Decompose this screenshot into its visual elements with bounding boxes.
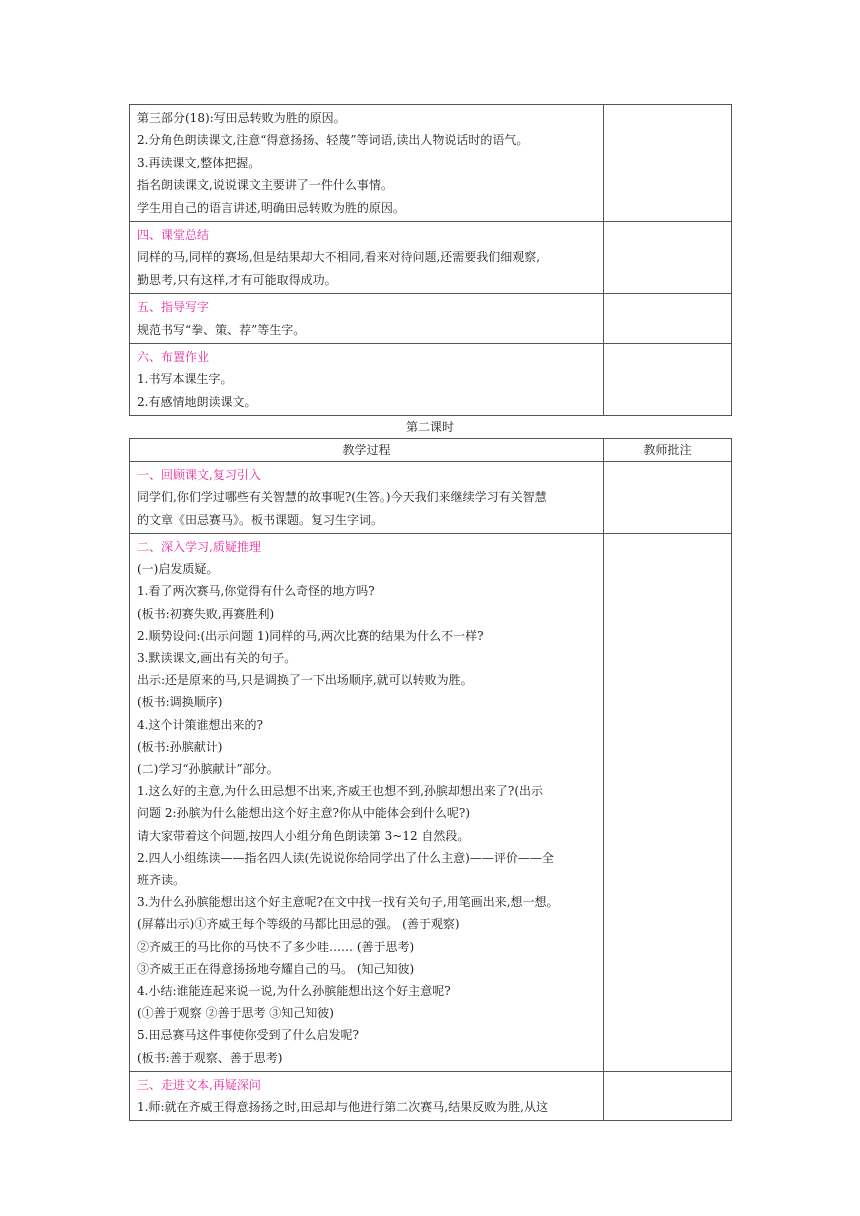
text-line: (屏幕出示)①齐威王每个等级的马都比田忌的强。 (善于观察): [137, 917, 460, 932]
text-line: 学生用自己的语言讲述,明确田忌转败为胜的原因。: [137, 200, 405, 215]
text-line: 4.小结:谁能连起来说一说,为什么孙膑能想出这个好主意呢?: [137, 983, 451, 998]
lesson-table-part1: [129, 104, 732, 416]
section-heading: 五、指导写字: [137, 300, 210, 315]
text-line: 同学们,你们学过哪些有关智慧的故事呢?(生答。)今天我们来继续学习有关智慧: [137, 490, 547, 505]
section-heading: 一、回顾课文,复习引入: [137, 468, 261, 483]
text-line: 2.有感情地朗读课文。: [137, 394, 257, 409]
text-line: 请大家带着这个问题,按四人小组分角色朗读第 3~12 自然段。: [137, 828, 470, 843]
process-cell: [130, 1071, 604, 1120]
process-cell: [130, 462, 604, 534]
table-row: [130, 222, 732, 294]
text-line: 的文章《田忌赛马》。板书课题。复习生字词。: [137, 512, 384, 527]
lesson-table-part2: [129, 438, 732, 1121]
comment-cell: [604, 1071, 732, 1120]
text-line: ③齐威王正在得意扬扬地夸耀自己的马。 (知己知彼): [137, 961, 415, 976]
column-header-comments: 教师批注: [604, 439, 732, 462]
table-row: [130, 344, 732, 416]
section-title: 第二课时: [405, 420, 454, 435]
comment-cell: [604, 533, 732, 1071]
table-row: [130, 105, 732, 222]
text-line: 1.书写本课生字。: [137, 372, 233, 387]
text-line: (二)学习“孙膑献计”部分。: [137, 761, 279, 776]
table-header-row: [130, 439, 732, 462]
text-line: 1.看了两次赛马,你觉得有什么奇怪的地方吗?: [137, 584, 375, 599]
section-heading: 四、课堂总结: [137, 228, 210, 243]
text-line: (板书:孙膑献计): [137, 739, 223, 754]
text-line: (板书:善于观察、善于思考): [137, 1050, 283, 1065]
text-line: (一)启发质疑。: [137, 562, 219, 577]
text-line: 同样的马,同样的赛场,但是结果却大不相同,看来对待问题,还需要我们细观察,: [137, 250, 541, 265]
text-line: ②齐威王的马比你的马快不了多少哇…… (善于思考): [137, 939, 415, 954]
process-cell: [130, 533, 604, 1071]
text-line: 班齐读。: [137, 872, 186, 887]
text-line: 3.默读课文,画出有关的句子。: [137, 650, 297, 665]
table-row: [130, 533, 732, 1071]
process-cell: [130, 344, 604, 416]
table-row: [130, 1071, 732, 1120]
section-heading: 六、布置作业: [137, 350, 210, 365]
document-page: [129, 104, 731, 1121]
process-cell: [130, 105, 604, 222]
table-row: [130, 294, 732, 344]
text-line: 第三部分(18):写田忌转败为胜的原因。: [137, 111, 346, 125]
process-cell: [130, 294, 604, 344]
text-line: 指名朗读课文,说说课文主要讲了一件什么事情。: [137, 178, 393, 193]
section-heading: 三、走进文本,再疑深问: [137, 1077, 261, 1092]
comment-cell: [604, 344, 732, 416]
table-row: [130, 462, 732, 534]
text-line: 5.田忌赛马这件事使你受到了什么启发呢?: [137, 1028, 359, 1043]
text-line: 1.师:就在齐威王得意扬扬之时,田忌却与他进行第二次赛马,结果反败为胜,从这: [137, 1099, 548, 1114]
text-line: (板书:调换顺序): [137, 695, 223, 710]
section-heading: 二、深入学习,质疑推理: [137, 539, 261, 554]
text-line: 4.这个计策谁想出来的?: [137, 717, 263, 732]
comment-cell: [604, 222, 732, 294]
comment-cell: [604, 294, 732, 344]
text-line: 2.分角色朗读课文,注意“得意扬扬、轻蔑”等词语,读出人物说话时的语气。: [137, 133, 529, 148]
text-line: 3.为什么孙膑能想出这个好主意呢?在文中找一找有关句子,用笔画出来,想一想。: [137, 895, 559, 910]
text-line: (①善于观察 ②善于思考 ③知己知彼): [137, 1006, 334, 1021]
comment-cell: [604, 462, 732, 534]
text-line: 2.顺势设问:(出示问题 1)同样的马,两次比赛的结果为什么不一样?: [137, 628, 484, 643]
text-line: 规范书写“拳、策、荐”等生字。: [137, 322, 306, 337]
text-line: 3.再读课文,整体把握。: [137, 155, 261, 170]
text-line: 问题 2:孙膑为什么能想出这个好主意?你从中能体会到什么呢?): [137, 806, 471, 821]
text-line: 2.四人小组练读——指名四人读(先说说你给同学出了什么主意)——评价——全: [137, 850, 554, 865]
text-line: (板书:初赛失败,再赛胜利): [137, 606, 275, 621]
text-line: 1.这么好的主意,为什么田忌想不出来,齐威王也想不到,孙膑却想出来了?(出示: [137, 784, 544, 799]
text-line: 出示:还是原来的马,只是调换了一下出场顺序,就可以转败为胜。: [137, 673, 473, 688]
text-line: 勤思考,只有这样,才有可能取得成功。: [137, 272, 337, 287]
process-cell: [130, 222, 604, 294]
comment-cell: [604, 105, 732, 222]
column-header-process: 教学过程: [130, 439, 604, 462]
